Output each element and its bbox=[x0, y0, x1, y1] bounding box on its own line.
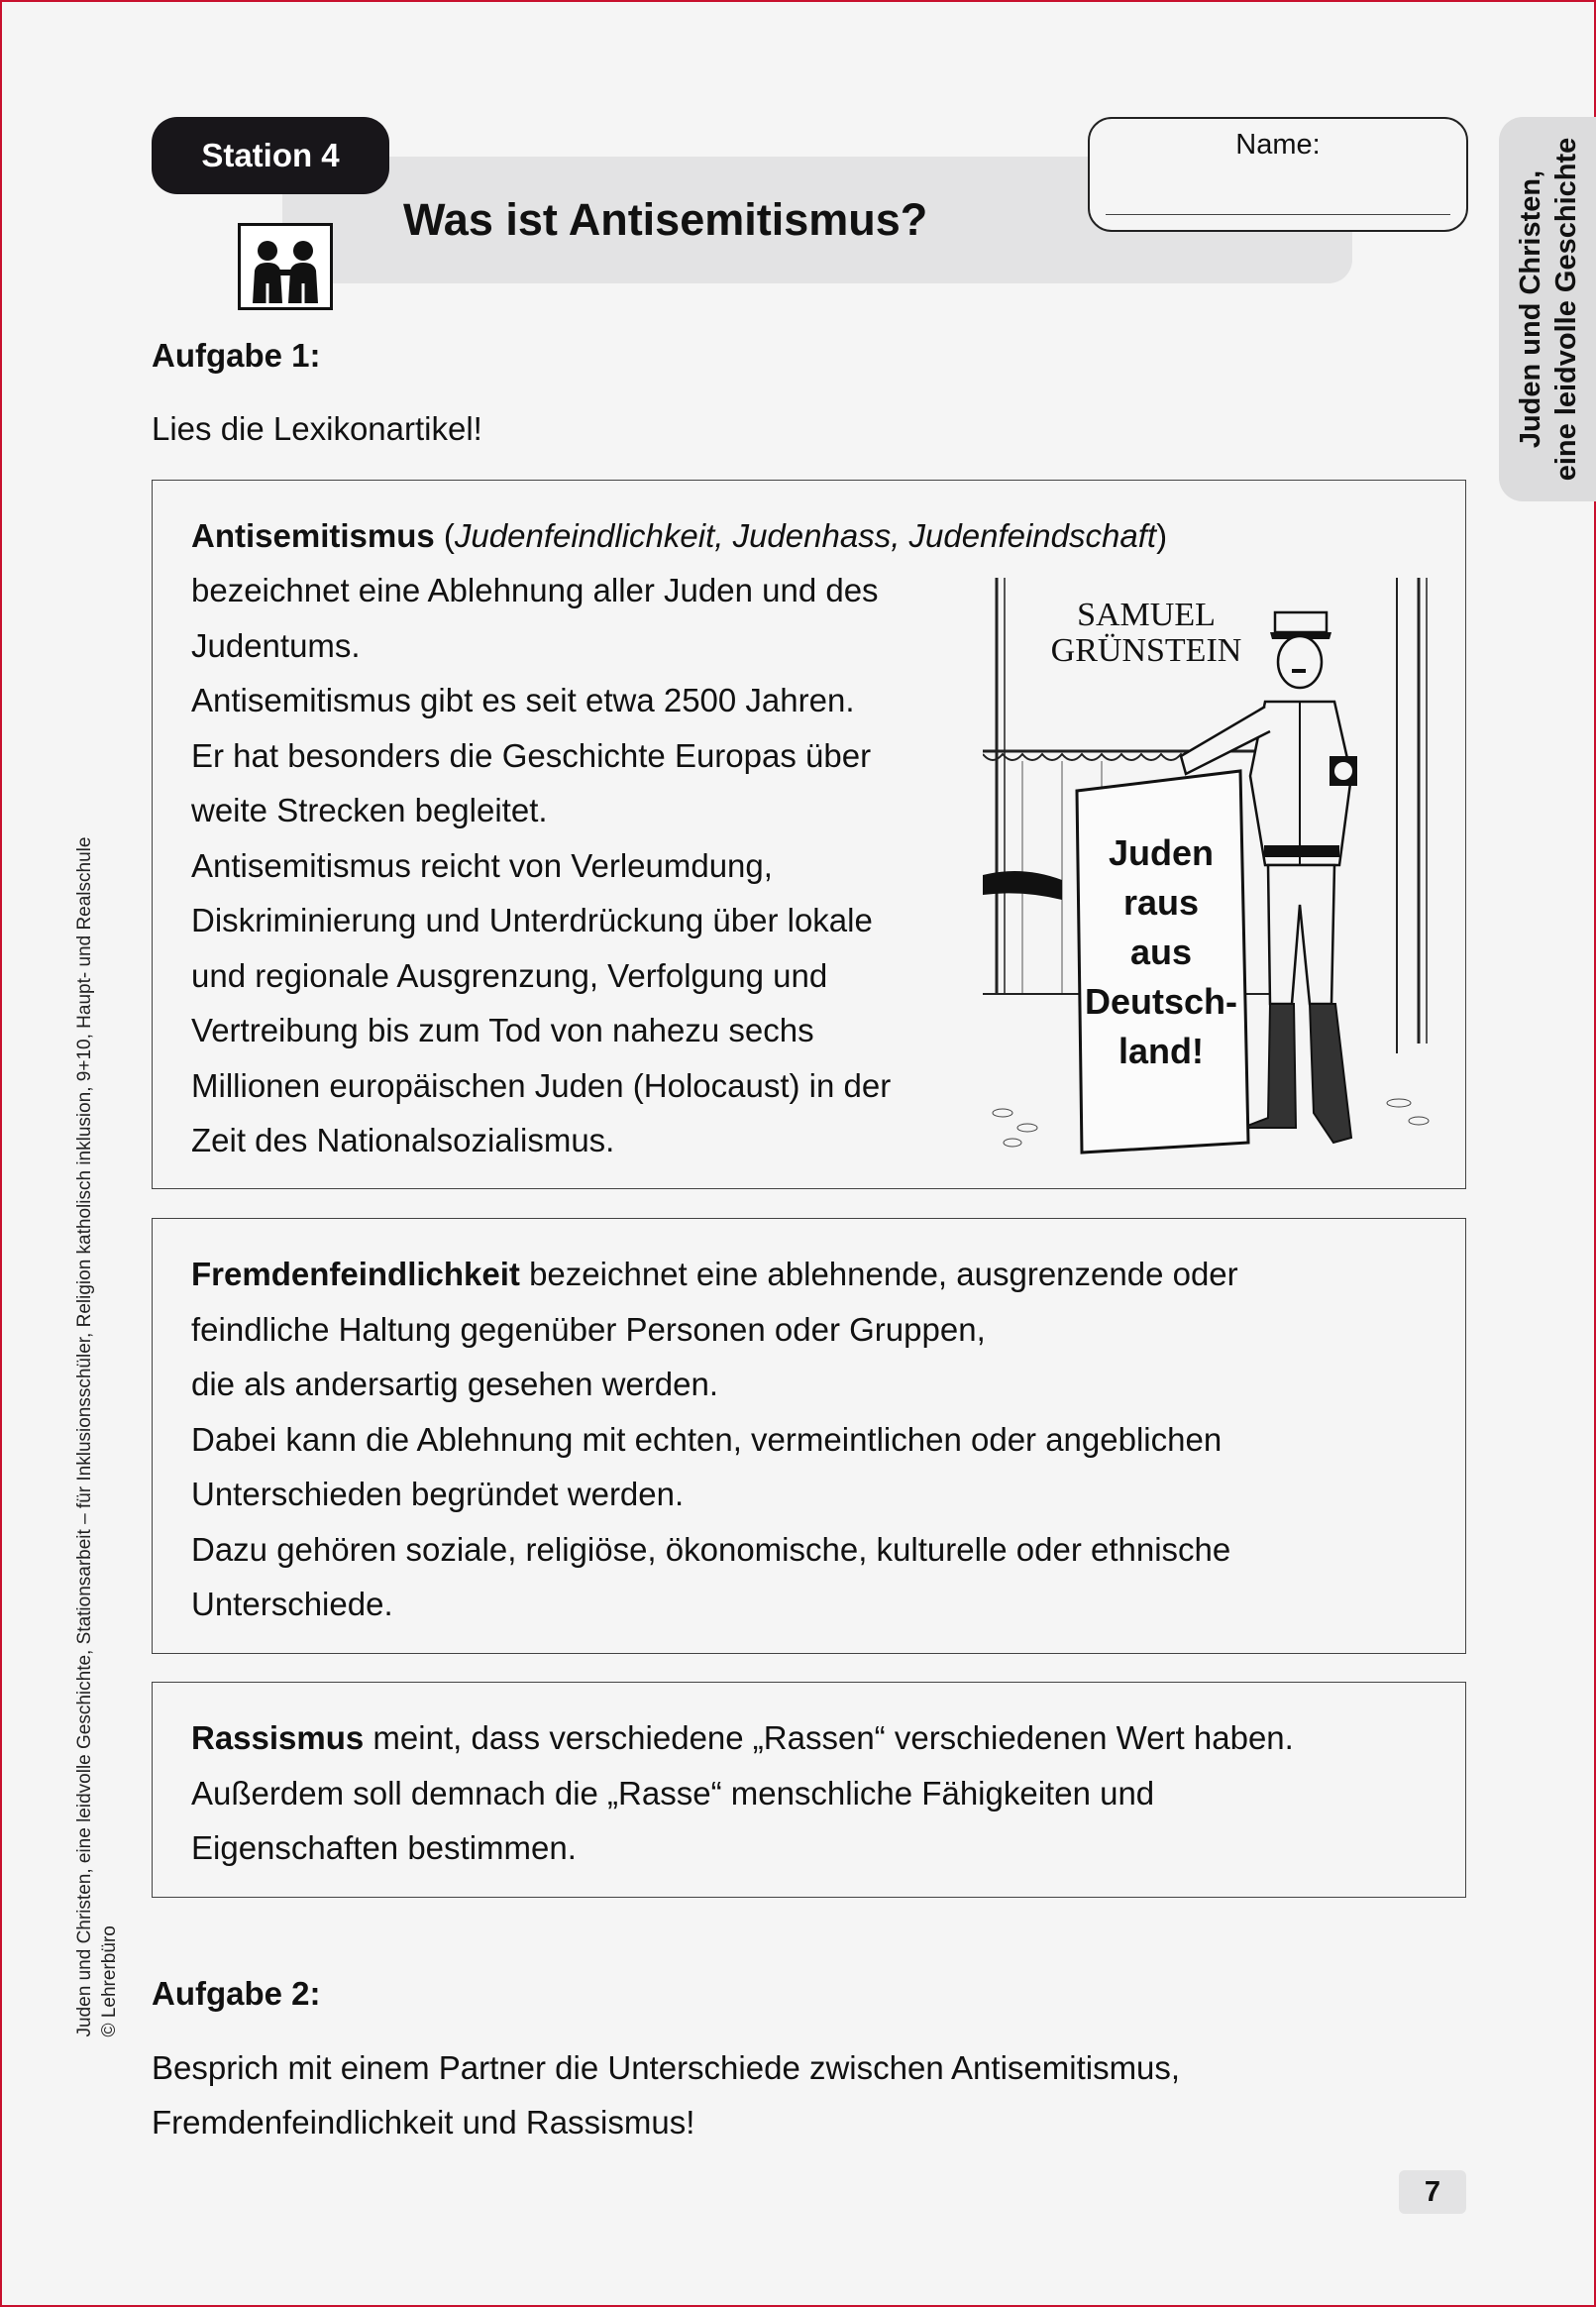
text-line: weite Strecken begleitet. bbox=[191, 792, 548, 828]
rassismus-text bbox=[191, 1710, 1430, 1876]
placard-line: land! bbox=[1118, 1031, 1204, 1071]
placard-line: raus bbox=[1122, 882, 1200, 923]
credit-line2: © Lehrerbüro bbox=[99, 1925, 120, 2037]
task2-text bbox=[152, 2040, 1180, 2149]
box-fremdenfeindlichkeit bbox=[152, 1218, 1466, 1654]
text-line: Unterschieden begründet werden. bbox=[191, 1476, 685, 1512]
placard-line: Deutsch- bbox=[1084, 981, 1238, 1022]
term-antisemitismus: Antisemitismus bbox=[191, 517, 435, 554]
box-rassismus bbox=[152, 1682, 1466, 1898]
text-line: Besprich mit einem Partner die Unterschiede zwischen Antisemitismus, bbox=[152, 2049, 1181, 2086]
task1-heading: Aufgabe 1: bbox=[152, 337, 321, 374]
task2-heading: Aufgabe 2: bbox=[152, 1975, 321, 2012]
placard-line: Juden bbox=[1108, 832, 1215, 873]
text-line: und regionale Ausgrenzung, Verfolgung und bbox=[191, 956, 828, 994]
text-line: Eigenschaften bestimmen. bbox=[191, 1829, 577, 1866]
placard-line: aus bbox=[1129, 932, 1193, 972]
page-number: 7 bbox=[1399, 2170, 1466, 2214]
text-line bbox=[191, 1710, 1430, 1766]
side-tab-text bbox=[1513, 138, 1584, 482]
text-line: Diskriminierung und Unterdrückung über lokale bbox=[191, 902, 873, 938]
shop-sign-line2: GRÜNSTEIN bbox=[1050, 632, 1242, 669]
side-tab-line1: Juden und Christen, bbox=[1515, 169, 1546, 449]
page-title: Was ist Antisemitismus? bbox=[403, 194, 928, 245]
text-line: Judentums. bbox=[191, 626, 361, 664]
first-line-rest: meint, dass verschiedene „Rassen“ verschiedenen Wert haben. bbox=[364, 1719, 1294, 1756]
text-line bbox=[191, 1247, 1430, 1302]
synonyms: Judenfeindlichkeit, Judenhass, Judenfeindschaft bbox=[454, 517, 1157, 554]
text-line: Unterschiede. bbox=[191, 1586, 393, 1622]
term-fremdenfeindlichkeit: Fremdenfeindlichkeit bbox=[191, 1256, 520, 1292]
station-label: Station 4 bbox=[201, 137, 340, 173]
side-tab-line2: eine leidvolle Geschichte bbox=[1550, 137, 1582, 482]
text-line: Antisemitismus reicht von Verleumdung, bbox=[191, 846, 773, 884]
text-line: Dabei kann die Ablehnung mit echten, vermeintlichen oder angeblichen bbox=[191, 1420, 1223, 1458]
first-line-rest: bezeichnet eine ablehnende, ausgrenzende oder bbox=[519, 1256, 1238, 1292]
name-field[interactable] bbox=[1088, 117, 1468, 232]
text-line: bezeichnet eine Ablehnung aller Juden und des bbox=[191, 572, 879, 608]
antisemitismus-first-line bbox=[191, 508, 1167, 564]
text-line: Zeit des Nationalsozialismus. bbox=[191, 1122, 615, 1158]
name-write-line bbox=[1106, 214, 1450, 215]
term-rassismus: Rassismus bbox=[191, 1719, 365, 1756]
text-line: Er hat besonders die Geschichte Europas über bbox=[191, 736, 872, 774]
boycott-illustration bbox=[983, 578, 1440, 1157]
text-line: feindliche Haltung gegenüber Personen oder Gruppen, bbox=[191, 1310, 986, 1348]
text-line: Millionen europäischen Juden (Holocaust) in der bbox=[191, 1066, 892, 1104]
fremdenfeindlichkeit-text bbox=[191, 1247, 1430, 1632]
text-line: Antisemitismus gibt es seit etwa 2500 Jahren. bbox=[191, 682, 855, 718]
name-label: Name: bbox=[1235, 129, 1321, 161]
shop-sign-line1: SAMUEL bbox=[1077, 597, 1216, 633]
text-line: die als andersartig gesehen werden. bbox=[191, 1366, 719, 1402]
text-line: Dazu gehören soziale, religiöse, ökonomische, kulturelle oder ethnische bbox=[191, 1530, 1231, 1568]
paren-close: ) bbox=[1156, 517, 1168, 554]
task1-instruction: Lies die Lexikonartikel! bbox=[152, 410, 482, 447]
side-tab bbox=[1499, 117, 1596, 501]
text-line: Vertreibung bis zum Tod von nahezu sechs bbox=[191, 1012, 814, 1048]
two-people-icon bbox=[238, 223, 333, 310]
copyright-credit bbox=[72, 837, 122, 2037]
station-badge bbox=[152, 117, 389, 194]
text-line: Außerdem soll demnach die „Rasse“ menschliche Fähigkeiten und bbox=[191, 1774, 1155, 1812]
antisemitismus-body bbox=[191, 563, 974, 1168]
box-antisemitismus bbox=[152, 480, 1466, 1189]
paren-open: ( bbox=[434, 517, 455, 554]
text-line: Fremdenfeindlichkeit und Rassismus! bbox=[152, 2104, 695, 2141]
credit-line1: Juden und Christen, eine leidvolle Geschichte, Stationsarbeit – für Inklusionsschüler, Religion katholisch inklusion, 9+10, Haupt- und Realschule bbox=[74, 836, 95, 2037]
